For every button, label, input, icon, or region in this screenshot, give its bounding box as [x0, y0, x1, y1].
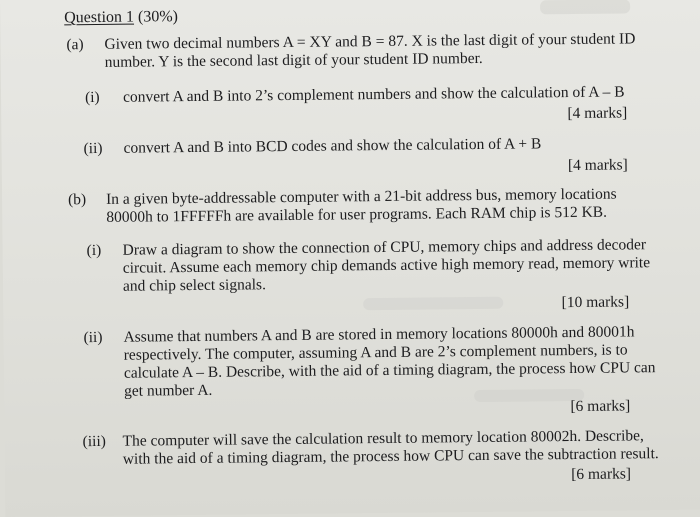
part-b-i-line3: and chip select signals. [122, 276, 266, 295]
part-a-intro-line1: Given two decimal numbers A = XY and B = 87. X is the last digit of your student ID [104, 30, 636, 53]
part-b-ii-marks: [6 marks] [570, 397, 631, 416]
question-title: Question 1 [64, 8, 135, 27]
part-a-i-label: (i) [84, 88, 100, 107]
part-a-intro-line2: number. Y is the second last digit of your student ID number. [104, 49, 483, 71]
show-through-smudge [540, 0, 630, 14]
show-through-smudge [474, 389, 584, 402]
part-a-ii-marks: [4 marks] [567, 156, 628, 175]
part-a-ii-text: convert A and B into BCD codes and show the calculation of A + B [123, 135, 542, 157]
part-a-label: (a) [66, 36, 84, 54]
part-b-i-line1: Draw a diagram to show the connection of CPU, memory chips and address decoder [122, 236, 647, 259]
part-a-ii-label: (ii) [83, 139, 103, 158]
part-b-iii-marks: [6 marks] [571, 465, 632, 484]
question-weight: (30%) [137, 8, 179, 26]
part-b-iii-label: (iii) [82, 432, 106, 451]
part-a-i-text: convert A and B into 2’s complement numbers and show the calculation of A – B [122, 83, 625, 106]
show-through-smudge [363, 297, 503, 310]
part-b-intro-line2: 80000h to 1FFFFFh are available for user programs. Each RAM chip is 512 KB. [106, 203, 608, 226]
question-heading [64, 8, 178, 27]
part-b-i-marks: [10 marks] [561, 293, 630, 312]
part-b-ii-line3: calculate A – B. Describe, with the aid of a timing diagram, the process how CPU can [123, 359, 656, 382]
part-b-ii-label: (ii) [83, 328, 103, 347]
part-b-iii-line2: with the aid of a timing diagram, the process how CPU can save the subtraction result. [122, 445, 659, 468]
part-b-ii-line2: respectively. The computer, assuming A and B are 2’s complement numbers, is to [123, 341, 628, 364]
part-b-i-label: (i) [86, 241, 102, 260]
part-a-i-marks: [4 marks] [567, 104, 628, 123]
part-b-iii-line1: The computer will save the calculation result to memory location 80002h. Describe, [122, 427, 644, 450]
part-b-label: (b) [68, 191, 87, 209]
part-b-intro-line1: In a given byte-addressable computer with a 21-bit address bus, memory locations [106, 185, 617, 208]
part-b-i-line2: circuit. Assume each memory chip demands active high memory read, memory write [122, 254, 651, 277]
part-b-ii-line1: Assume that numbers A and B are stored in memory locations 80000h and 80001h [123, 323, 635, 346]
part-b-ii-line4: get number A. [124, 381, 213, 400]
